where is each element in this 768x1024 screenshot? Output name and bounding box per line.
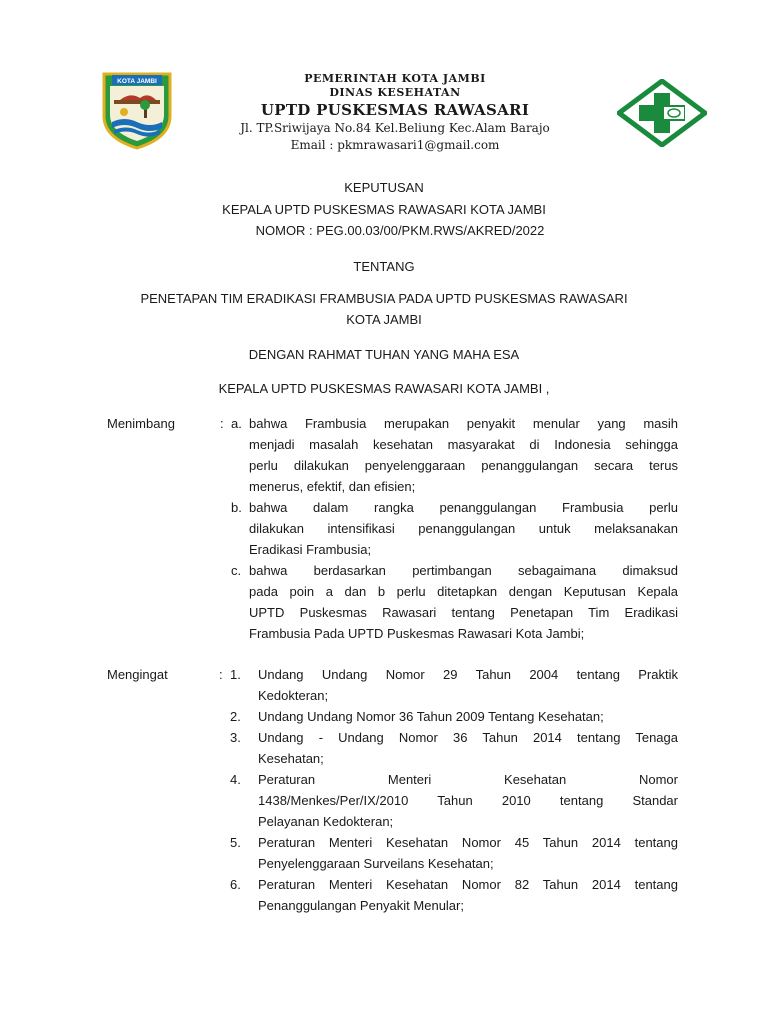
menimbang-colon: : xyxy=(220,416,224,431)
mengingat-line: 1438/Menkes/Per/IX/2010 Tahun 2010 tentang Standar xyxy=(258,793,678,808)
decree-subject-line2: KOTA JAMBI xyxy=(346,312,422,327)
mengingat-line: Penanggulangan Penyakit Menular; xyxy=(258,898,464,913)
mengingat-mark: 2. xyxy=(230,709,241,724)
mengingat-line: Peraturan Menteri Kesehatan Nomor xyxy=(258,772,678,787)
mengingat-line: Penyelenggaraan Surveilans Kesehatan; xyxy=(258,856,494,871)
menimbang-line: menerus, efektif, dan efisien; xyxy=(249,479,416,494)
menimbang-line: Eradikasi Frambusia; xyxy=(249,542,372,557)
mengingat-mark: 1. xyxy=(230,667,241,682)
puskesmas-cross-logo-icon xyxy=(617,79,707,147)
menimbang-mark: b. xyxy=(231,500,242,515)
letterhead-department: DINAS KESEHATAN xyxy=(329,86,461,99)
letterhead-address: Jl. TP.Sriwijaya No.84 Kel.Beliung Kec.Alam Barajo xyxy=(240,121,550,135)
menimbang-line: UPTD Puskesmas Rawasari tentang Penetapan Tim Eradikasi xyxy=(249,605,678,620)
letterhead-email: Email : pkmrawasari1@gmail.com xyxy=(290,138,500,152)
mengingat-line: Undang - Undang Nomor 36 Tahun 2014 tentang Tenaga xyxy=(258,730,678,745)
mengingat-mark: 5. xyxy=(230,835,241,850)
mengingat-mark: 6. xyxy=(230,877,241,892)
menimbang-line: bahwa Frambusia merupakan penyakit menular yang masih xyxy=(249,416,678,431)
decree-issuer: KEPALA UPTD PUSKESMAS RAWASARI KOTA JAMBI xyxy=(222,202,546,217)
menimbang-line: pada poin a dan b perlu ditetapkan dengan Keputusan Kepala xyxy=(249,584,678,599)
menimbang-line: menjadi masalah kesehatan masyarakat di Indonesia sehingga xyxy=(249,437,678,452)
mengingat-mark: 3. xyxy=(230,730,241,745)
mengingat-line: Kedokteran; xyxy=(258,688,329,703)
menimbang-line: bahwa berdasarkan pertimbangan sebagaimana dimaksud xyxy=(249,563,678,578)
menimbang-line: dilakukan intensifikasi penanggulangan untuk melaksanakan xyxy=(249,521,678,536)
menimbang-line: Frambusia Pada UPTD Puskesmas Rawasari Kota Jambi; xyxy=(249,626,585,641)
decree-number: NOMOR : PEG.00.03/00/PKM.RWS/AKRED/2022 xyxy=(255,223,545,238)
issuer-statement: KEPALA UPTD PUSKESMAS RAWASARI KOTA JAMBI , xyxy=(218,381,550,396)
decree-heading: KEPUTUSAN xyxy=(344,180,424,195)
invocation: DENGAN RAHMAT TUHAN YANG MAHA ESA xyxy=(248,347,520,362)
mengingat-line: Undang Undang Nomor 29 Tahun 2004 tentang Praktik xyxy=(258,667,678,682)
letterhead xyxy=(180,72,610,154)
mengingat-line: Kesehatan; xyxy=(258,751,324,766)
menimbang-line: bahwa dalam rangka penanggulangan Frambusia perlu xyxy=(249,500,678,515)
menimbang-line: perlu dilakukan penyelenggaraan penanggulangan secara terus xyxy=(249,458,678,473)
mengingat-line: Pelayanan Kedokteran; xyxy=(258,814,394,829)
logo-left-text: KOTA JAMBI xyxy=(117,78,157,85)
menimbang-mark: c. xyxy=(231,563,242,578)
kota-jambi-crest-icon xyxy=(100,70,174,150)
mengingat-label: Mengingat xyxy=(107,667,168,682)
decree-subject-line1: PENETAPAN TIM ERADIKASI FRAMBUSIA PADA UPTD PUSKESMAS RAWASARI xyxy=(140,291,628,306)
letterhead-institution: UPTD PUSKESMAS RAWASARI xyxy=(260,101,530,119)
menimbang-mark: a. xyxy=(231,416,242,431)
tentang-heading: TENTANG xyxy=(353,259,415,274)
menimbang-label: Menimbang xyxy=(107,416,175,431)
mengingat-mark: 4. xyxy=(230,772,241,787)
mengingat-line: Peraturan Menteri Kesehatan Nomor 82 Tahun 2014 tentang xyxy=(258,877,678,892)
mengingat-line: Undang Undang Nomor 36 Tahun 2009 Tentang Kesehatan; xyxy=(258,709,604,724)
mengingat-colon: : xyxy=(219,667,223,682)
letterhead-government: PEMERINTAH KOTA JAMBI xyxy=(304,72,486,85)
mengingat-line: Peraturan Menteri Kesehatan Nomor 45 Tahun 2014 tentang xyxy=(258,835,678,850)
